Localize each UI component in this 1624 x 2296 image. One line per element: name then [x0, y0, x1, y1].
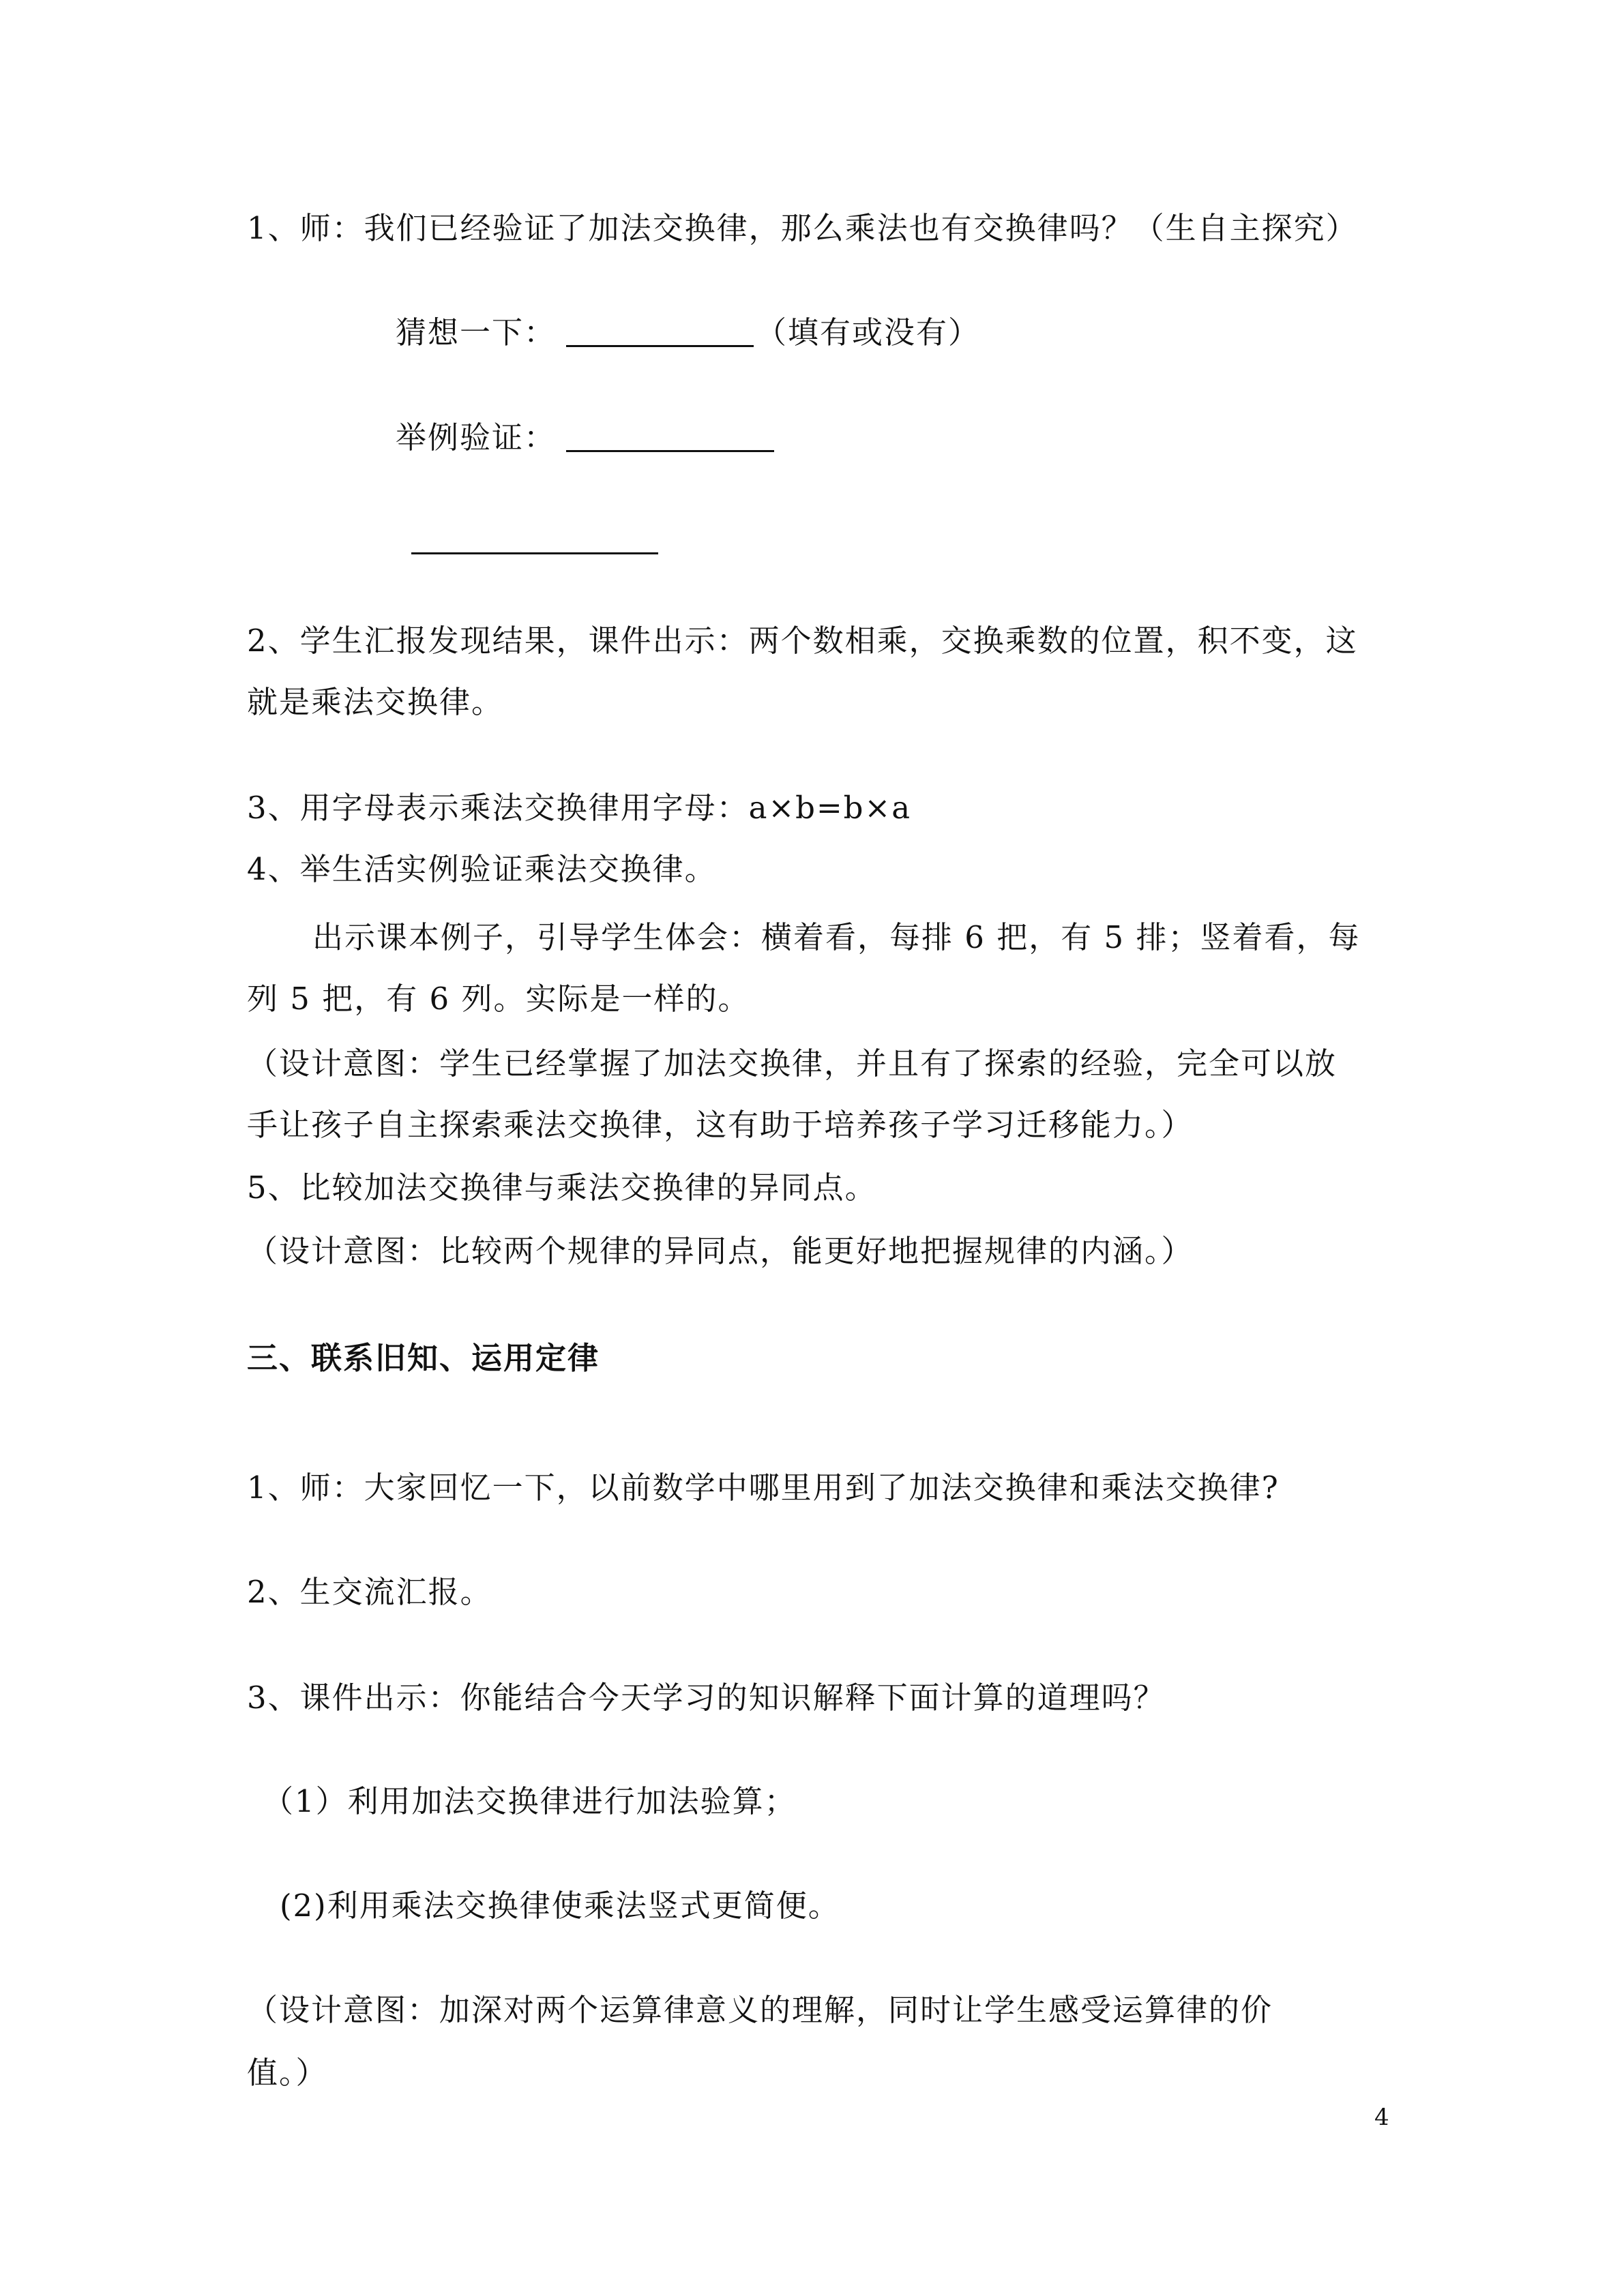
question-4-detail-line-2: 列 5 把，有 6 列。实际是一样的。 — [247, 981, 750, 1017]
section-3-question-2: 2、生交流汇报。 — [247, 1574, 492, 1610]
guess-blank — [566, 345, 754, 347]
question-4: 4、举生活实例验证乘法交换律。 — [247, 851, 717, 887]
question-4-detail-line-1: 出示课本例子，引导学生体会：横着看，每排 6 把，有 5 排；竖着看，每 — [312, 919, 1361, 955]
question-1: 1、师：我们已经验证了加法交换律，那么乘法也有交换律吗？（生自主探究） — [247, 210, 1358, 246]
question-3: 3、用字母表示乘法交换律用字母：a×b=b×a — [247, 790, 912, 826]
example-blank-2 — [411, 552, 658, 554]
section-3-item-1: （1）利用加法交换律进行加法验算； — [263, 1783, 797, 1819]
guess-hint: （填有或没有） — [756, 314, 981, 351]
question-5: 5、比较加法交换律与乘法交换律的异同点。 — [247, 1169, 877, 1206]
design-intent-1-line-2: 手让孩子自主探索乘法交换律，这有助于培养孩子学习迁移能力。） — [247, 1107, 1194, 1143]
guess-label: 猜想一下： — [396, 314, 557, 351]
section-3-design-line-1: （设计意图：加深对两个运算律意义的理解，同时让学生感受运算律的价 — [247, 1992, 1273, 2028]
question-2-line-1: 2、学生汇报发现结果，课件出示：两个数相乘，交换乘数的位置，积不变，这 — [247, 623, 1358, 659]
section-3-question-1: 1、师：大家回忆一下，以前数学中哪里用到了加法交换律和乘法交换律? — [247, 1470, 1280, 1506]
design-intent-2: （设计意图：比较两个规律的异同点，能更好地把握规律的内涵。） — [247, 1233, 1194, 1269]
design-intent-1-line-1: （设计意图：学生已经掌握了加法交换律，并且有了探索的经验，完全可以放 — [247, 1045, 1338, 1082]
example-label: 举例验证： — [396, 419, 557, 456]
section-3-question-3: 3、课件出示：你能结合今天学习的知识解释下面计算的道理吗？ — [247, 1680, 1166, 1716]
example-blank-1 — [566, 450, 774, 452]
section-3-design-line-2: 值。） — [247, 2055, 328, 2091]
question-2-line-2: 就是乘法交换律。 — [247, 684, 504, 720]
section-3-item-2: (2)利用乘法交换律使乘法竖式更简便。 — [280, 1888, 840, 1924]
page-number: 4 — [1374, 2104, 1389, 2131]
section-3-heading: 三、联系旧知、运用定律 — [247, 1340, 600, 1376]
